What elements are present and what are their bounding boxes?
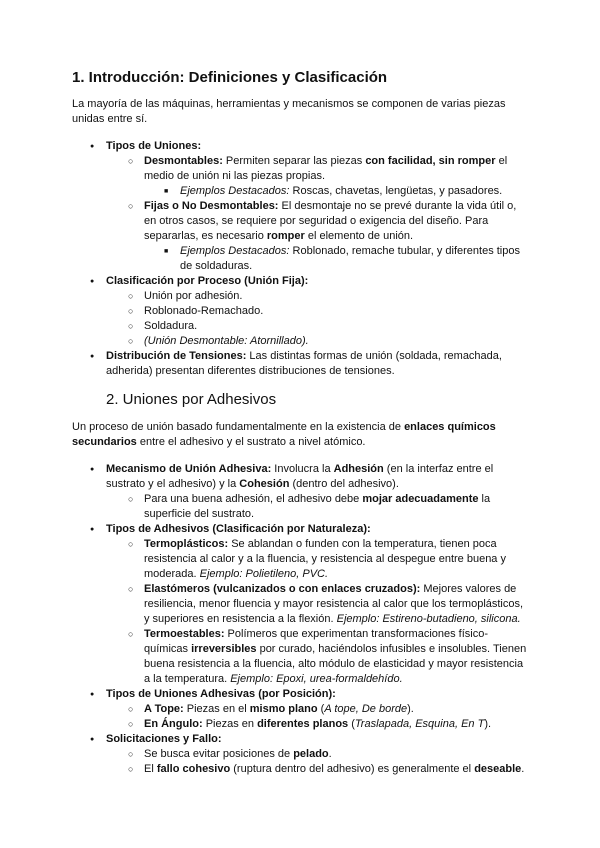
list-item-fijas: ○ Fijas o No Desmontables: El desmontaje no se prevé durante la vida útil o, en otros casos, se requiere por seguridad o exigencia del diseño. Para separarlas, es necesario romper el elemento de unión. ■ Ejemplos Destacados: Roblonado, remache tubular, y diferentes tipos de soldaduras. — [72, 199, 530, 274]
list-item: ○ El fallo cohesivo (ruptura dentro del adhesivo) es generalmente el deseable. — [72, 762, 530, 777]
list-item-distribucion: ● Distribución de Tensiones: Las distintas formas de unión (soldada, remachada, adherida) presentan diferentes distribuciones de tensiones. — [72, 349, 530, 379]
section-2-paragraph: Un proceso de unión basado fundamentalmente en la existencia de enlaces químicos secundarios entre el adhesivo y el sustrato a nivel atómico. — [72, 421, 496, 448]
list-item-tipos-uniones-adhesivas: ● Tipos de Uniones Adhesivas (por Posición): ○ A Tope: Piezas en el mismo plano (A tope, De borde). ○ En Ángulo: Piezas en diferentes planos (Traslapada, Esquina, En T). — [72, 687, 530, 732]
list-item-fijas-ejemplos: ■ Ejemplos Destacados: Roblonado, remache tubular, y diferentes tipos de soldaduras. — [72, 244, 530, 274]
list-item: ○ Para una buena adhesión, el adhesivo debe mojar adecuadamente la superficie del sustrato. — [72, 492, 530, 522]
list-item-en-angulo: ○ En Ángulo: Piezas en diferentes planos (Traslapada, Esquina, En T). — [72, 717, 530, 732]
list-item-mecanismo: ● Mecanismo de Unión Adhesiva: Involucra la Adhesión (en la interfaz entre el sustrato y el adhesivo) y la Cohesión (dentro del adhesivo). ○ Para una buena adhesión, el adhesivo debe mojar adecuadamente la superficie del sustrato. — [72, 462, 530, 522]
list-item: ○ (Unión Desmontable: Atornillado). — [72, 334, 530, 349]
list-item-termoestables: ○ Termoestables: Polímeros que experimentan transformaciones físico-químicas irreversibles por curado, haciéndolos infusibles e insolubles. Tienen buena resistencia a la fluencia, alto módulo de elasticidad y mayor resistencia a la temperatura. Ejemplo: Epoxi, urea-formaldehído. — [72, 627, 530, 687]
tipos-uniones-label: Tipos de Uniones: — [106, 140, 202, 152]
intro-paragraph: La mayoría de las máquinas, herramientas y mecanismos se componen de varias piezas unidas entre sí. — [72, 98, 506, 125]
list-item-tipos-adhesivos: ● Tipos de Adhesivos (Clasificación por Naturaleza): ○ Termoplásticos: Se ablandan o funden con la temperatura, tienen poca resistencia al calor y a la fluencia, y resistencia al despegue entre buena y moderada. Ejemplo: Polietileno, PVC. ○ Elastómeros (vulcanizados o con enlaces cruzados): Mejores valores de resiliencia, menor fluencia y mayor resistencia al calor que los termoplásticos, y superiores en resistencia a la flexión. Ejemplo: Estireno-butadieno, silicona. ○ Termoestables: Polímeros que experimentan transformaciones físico-químicas irreversibles por curado, haciéndolos infusibles e insolubles. Tienen buena resistencia a la fluencia, alto módulo de elasticidad y mayor resistencia a la temperatura. Ejemplo: Epoxi, urea-formaldehído. — [72, 522, 530, 687]
section-2-title: 2. Uniones por Adhesivos — [106, 391, 277, 408]
list-item-desm-ejemplos: ■ Ejemplos Destacados: Roscas, chavetas, lengüetas, y pasadores. — [72, 184, 530, 199]
list-item: ○ Unión por adhesión. — [72, 289, 530, 304]
list-item-termoplasticos: ○ Termoplásticos: Se ablandan o funden con la temperatura, tienen poca resistencia al calor y a la fluencia, y resistencia al despegue entre buena y moderada. Ejemplo: Polietileno, PVC. — [72, 537, 530, 582]
list-item: ○ Roblonado-Remachado. — [72, 304, 530, 319]
list-item-tipos-uniones — [72, 139, 530, 274]
document-page — [72, 68, 530, 777]
list-item-elastomeros: ○ Elastómeros (vulcanizados o con enlaces cruzados): Mejores valores de resiliencia, menor fluencia y mayor resistencia al calor que los termoplásticos, y superiores en resistencia a la flexión. Ejemplo: Estireno-butadieno, silicona. — [72, 582, 530, 627]
list-item-clasificacion: ● Clasificación por Proceso (Unión Fija): ○ Unión por adhesión. ○ Roblonado-Remachado. ○ Soldadura. ○ (Unión Desmontable: Atornillado). — [72, 274, 530, 349]
list-item: ○ Soldadura. — [72, 319, 530, 334]
section-2-list — [72, 462, 530, 777]
list-item-a-tope: ○ A Tope: Piezas en el mismo plano (A tope, De borde). — [72, 702, 530, 717]
list-item: ○ Se busca evitar posiciones de pelado. — [72, 747, 530, 762]
list-item-solicitaciones: ● Solicitaciones y Fallo: ○ Se busca evitar posiciones de pelado. ○ El fallo cohesivo (ruptura dentro del adhesivo) es generalmente el deseable. — [72, 732, 530, 777]
list-item-desmontables: ○ Desmontables: Permiten separar las piezas con facilidad, sin romper el medio de unión ni las piezas propias. ■ Ejemplos Destacados: Roscas, chavetas, lengüetas, y pasadores. — [72, 154, 530, 199]
section-1-title: 1. Introducción: Definiciones y Clasificación — [72, 69, 388, 86]
section-1-list — [72, 139, 530, 379]
